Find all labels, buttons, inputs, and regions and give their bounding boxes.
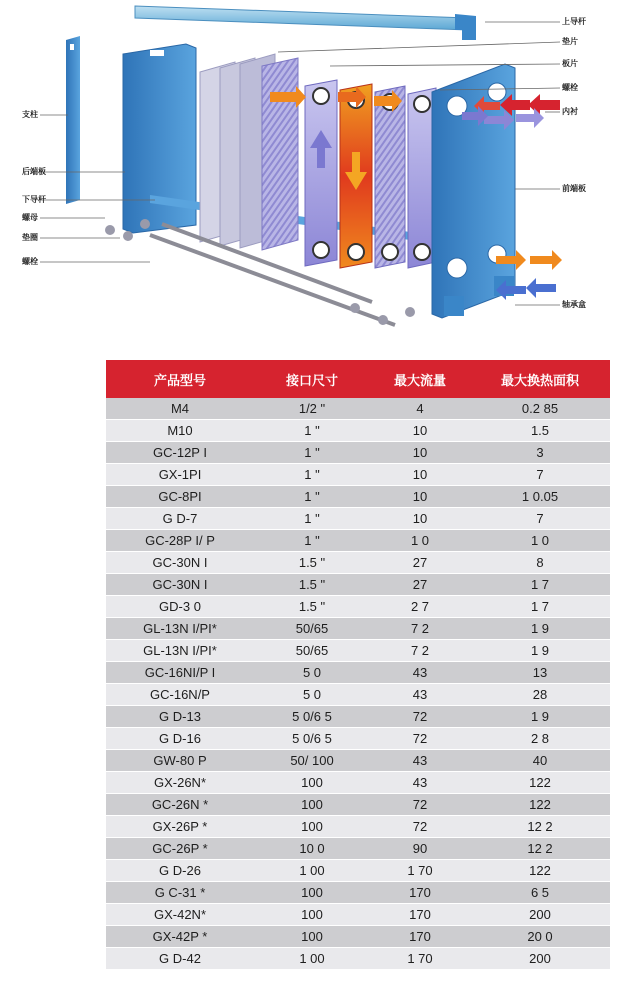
cell-port-size: 1 00 [254, 860, 370, 882]
cell-port-size: 100 [254, 904, 370, 926]
cell-max-area: 40 [470, 750, 610, 772]
front-end-plate [432, 64, 515, 318]
cell-port-size: 5 0 [254, 684, 370, 706]
label-front-end-plate: 前端板 [562, 184, 586, 193]
cell-max-flow: 43 [370, 772, 470, 794]
cell-max-flow: 72 [370, 794, 470, 816]
label-tie-bolt: 螺栓 [22, 257, 38, 266]
cell-max-area: 6 5 [470, 882, 610, 904]
label-plate: 板片 [562, 59, 578, 68]
cell-port-size: 100 [254, 772, 370, 794]
cold-plate [305, 80, 337, 266]
cell-port-size: 5 0/6 5 [254, 728, 370, 750]
table-header-row [106, 360, 610, 398]
cell-model: GC-12P I [106, 442, 254, 464]
cell-model: GX-26N* [106, 772, 254, 794]
cell-max-area: 1 0.05 [470, 486, 610, 508]
cell-max-flow: 43 [370, 750, 470, 772]
header-model: 产品型号 [106, 360, 254, 398]
label-gasket: 垫片 [562, 37, 578, 46]
cell-max-flow: 72 [370, 706, 470, 728]
cell-port-size: 5 0 [254, 662, 370, 684]
cell-max-area: 122 [470, 794, 610, 816]
table-row [106, 926, 610, 948]
table-body [106, 398, 610, 970]
heat-exchanger-diagram [0, 0, 640, 345]
cell-max-area: 1 0 [470, 530, 610, 552]
spec-table [106, 360, 610, 970]
cold-plate-2 [375, 86, 405, 268]
label-inner-thread: 内衬 [562, 107, 578, 116]
cell-port-size: 5 0/6 5 [254, 706, 370, 728]
cell-model: GC-30N I [106, 574, 254, 596]
cell-port-size: 1 " [254, 486, 370, 508]
cell-max-flow: 170 [370, 926, 470, 948]
cell-model: GC-28P I/ P [106, 530, 254, 552]
cell-max-area: 12 2 [470, 838, 610, 860]
cell-port-size: 1.5 " [254, 552, 370, 574]
table-row [106, 904, 610, 926]
cell-model: G D-42 [106, 948, 254, 970]
cell-port-size: 1/2 " [254, 398, 370, 420]
cell-port-size: 50/65 [254, 640, 370, 662]
cell-model: GC-30N I [106, 552, 254, 574]
cell-max-flow: 1 70 [370, 948, 470, 970]
cell-max-flow: 10 [370, 464, 470, 486]
cell-model: G D-13 [106, 706, 254, 728]
cell-port-size: 1 " [254, 442, 370, 464]
cell-max-flow: 10 [370, 508, 470, 530]
cell-max-flow: 10 [370, 420, 470, 442]
table-row [106, 486, 610, 508]
cell-model: G D-7 [106, 508, 254, 530]
cell-max-flow: 10 [370, 486, 470, 508]
cell-model: GX-42N* [106, 904, 254, 926]
cell-port-size: 100 [254, 926, 370, 948]
hot-plate [340, 84, 372, 268]
cell-max-area: 8 [470, 552, 610, 574]
cell-max-area: 122 [470, 860, 610, 882]
cell-model: GL-13N I/PI* [106, 640, 254, 662]
plate-pack [200, 54, 298, 250]
label-rear-end-plate: 后端板 [22, 167, 46, 176]
cell-max-area: 1 9 [470, 618, 610, 640]
table-row [106, 838, 610, 860]
table-row [106, 574, 610, 596]
table-row [106, 882, 610, 904]
cell-max-area: 1 9 [470, 640, 610, 662]
label-bolt: 螺栓 [562, 83, 578, 92]
cell-port-size: 1.5 " [254, 574, 370, 596]
table-row [106, 706, 610, 728]
cell-max-area: 1 7 [470, 574, 610, 596]
label-washer: 垫圈 [22, 233, 38, 242]
cell-max-area: 200 [470, 948, 610, 970]
table-row [106, 684, 610, 706]
cell-max-flow: 1 0 [370, 530, 470, 552]
cell-max-area: 3 [470, 442, 610, 464]
cell-model: GC-16N/P [106, 684, 254, 706]
table-row [106, 508, 610, 530]
label-top-guide-bar: 上导杆 [562, 17, 586, 26]
cell-max-flow: 10 [370, 442, 470, 464]
table-row [106, 596, 610, 618]
table-row [106, 750, 610, 772]
cell-max-flow: 90 [370, 838, 470, 860]
cell-max-flow: 43 [370, 684, 470, 706]
cell-max-flow: 72 [370, 728, 470, 750]
cell-max-flow: 72 [370, 816, 470, 838]
cell-model: GX-1PI [106, 464, 254, 486]
cell-max-flow: 4 [370, 398, 470, 420]
table-row [106, 420, 610, 442]
cell-model: GC-26N * [106, 794, 254, 816]
support-column [66, 36, 80, 204]
table-row [106, 398, 610, 420]
table-row [106, 860, 610, 882]
table-row [106, 464, 610, 486]
cell-port-size: 100 [254, 794, 370, 816]
table-row [106, 794, 610, 816]
cell-model: GW-80 P [106, 750, 254, 772]
cell-model: G C-31 * [106, 882, 254, 904]
cell-port-size: 1 " [254, 530, 370, 552]
cell-port-size: 1 " [254, 508, 370, 530]
cell-max-area: 28 [470, 684, 610, 706]
cell-max-flow: 43 [370, 662, 470, 684]
cell-model: G D-26 [106, 860, 254, 882]
top-guide-bar [135, 6, 476, 40]
label-nut: 螺母 [22, 213, 38, 222]
cell-max-area: 13 [470, 662, 610, 684]
cell-max-area: 7 [470, 508, 610, 530]
cell-port-size: 1 " [254, 464, 370, 486]
label-support-column: 支柱 [22, 110, 38, 119]
cell-max-area: 12 2 [470, 816, 610, 838]
cell-port-size: 50/ 100 [254, 750, 370, 772]
table-row [106, 948, 610, 970]
cell-max-flow: 170 [370, 882, 470, 904]
cell-max-area: 7 [470, 464, 610, 486]
cell-max-flow: 27 [370, 552, 470, 574]
table-row [106, 772, 610, 794]
cell-model: GD-3 0 [106, 596, 254, 618]
header-max-area: 最大换热面积 [470, 360, 610, 398]
cell-model: GC-26P * [106, 838, 254, 860]
cell-port-size: 100 [254, 816, 370, 838]
cell-max-area: 1 7 [470, 596, 610, 618]
cell-port-size: 1 " [254, 420, 370, 442]
cell-model: GC-16NI/P I [106, 662, 254, 684]
cell-max-flow: 170 [370, 904, 470, 926]
cell-max-area: 20 0 [470, 926, 610, 948]
table-row [106, 816, 610, 838]
cell-model: M10 [106, 420, 254, 442]
cell-port-size: 10 0 [254, 838, 370, 860]
cell-port-size: 100 [254, 882, 370, 904]
table-row [106, 552, 610, 574]
cell-model: GC-8PI [106, 486, 254, 508]
cell-model: M4 [106, 398, 254, 420]
cell-max-flow: 7 2 [370, 640, 470, 662]
table-row [106, 530, 610, 552]
cell-max-area: 1 9 [470, 706, 610, 728]
cell-port-size: 1 00 [254, 948, 370, 970]
header-max-flow: 最大流量 [370, 360, 470, 398]
cell-model: G D-16 [106, 728, 254, 750]
cell-max-area: 122 [470, 772, 610, 794]
cell-model: GX-42P * [106, 926, 254, 948]
table-row [106, 640, 610, 662]
cell-max-area: 1.5 [470, 420, 610, 442]
table-row [106, 728, 610, 750]
cell-model: GL-13N I/PI* [106, 618, 254, 640]
cell-max-area: 2 8 [470, 728, 610, 750]
cell-port-size: 50/65 [254, 618, 370, 640]
table-row [106, 662, 610, 684]
cell-model: GX-26P * [106, 816, 254, 838]
cell-max-area: 200 [470, 904, 610, 926]
cell-max-area: 0.2 85 [470, 398, 610, 420]
cell-max-flow: 27 [370, 574, 470, 596]
label-bottom-guide-bar: 下导杆 [22, 195, 46, 204]
cell-port-size: 1.5 " [254, 596, 370, 618]
cell-max-flow: 7 2 [370, 618, 470, 640]
header-port-size: 接口尺寸 [254, 360, 370, 398]
cell-max-flow: 2 7 [370, 596, 470, 618]
table-row [106, 618, 610, 640]
cell-max-flow: 1 70 [370, 860, 470, 882]
label-bearing-box: 轴承盒 [562, 300, 586, 309]
table-row [106, 442, 610, 464]
